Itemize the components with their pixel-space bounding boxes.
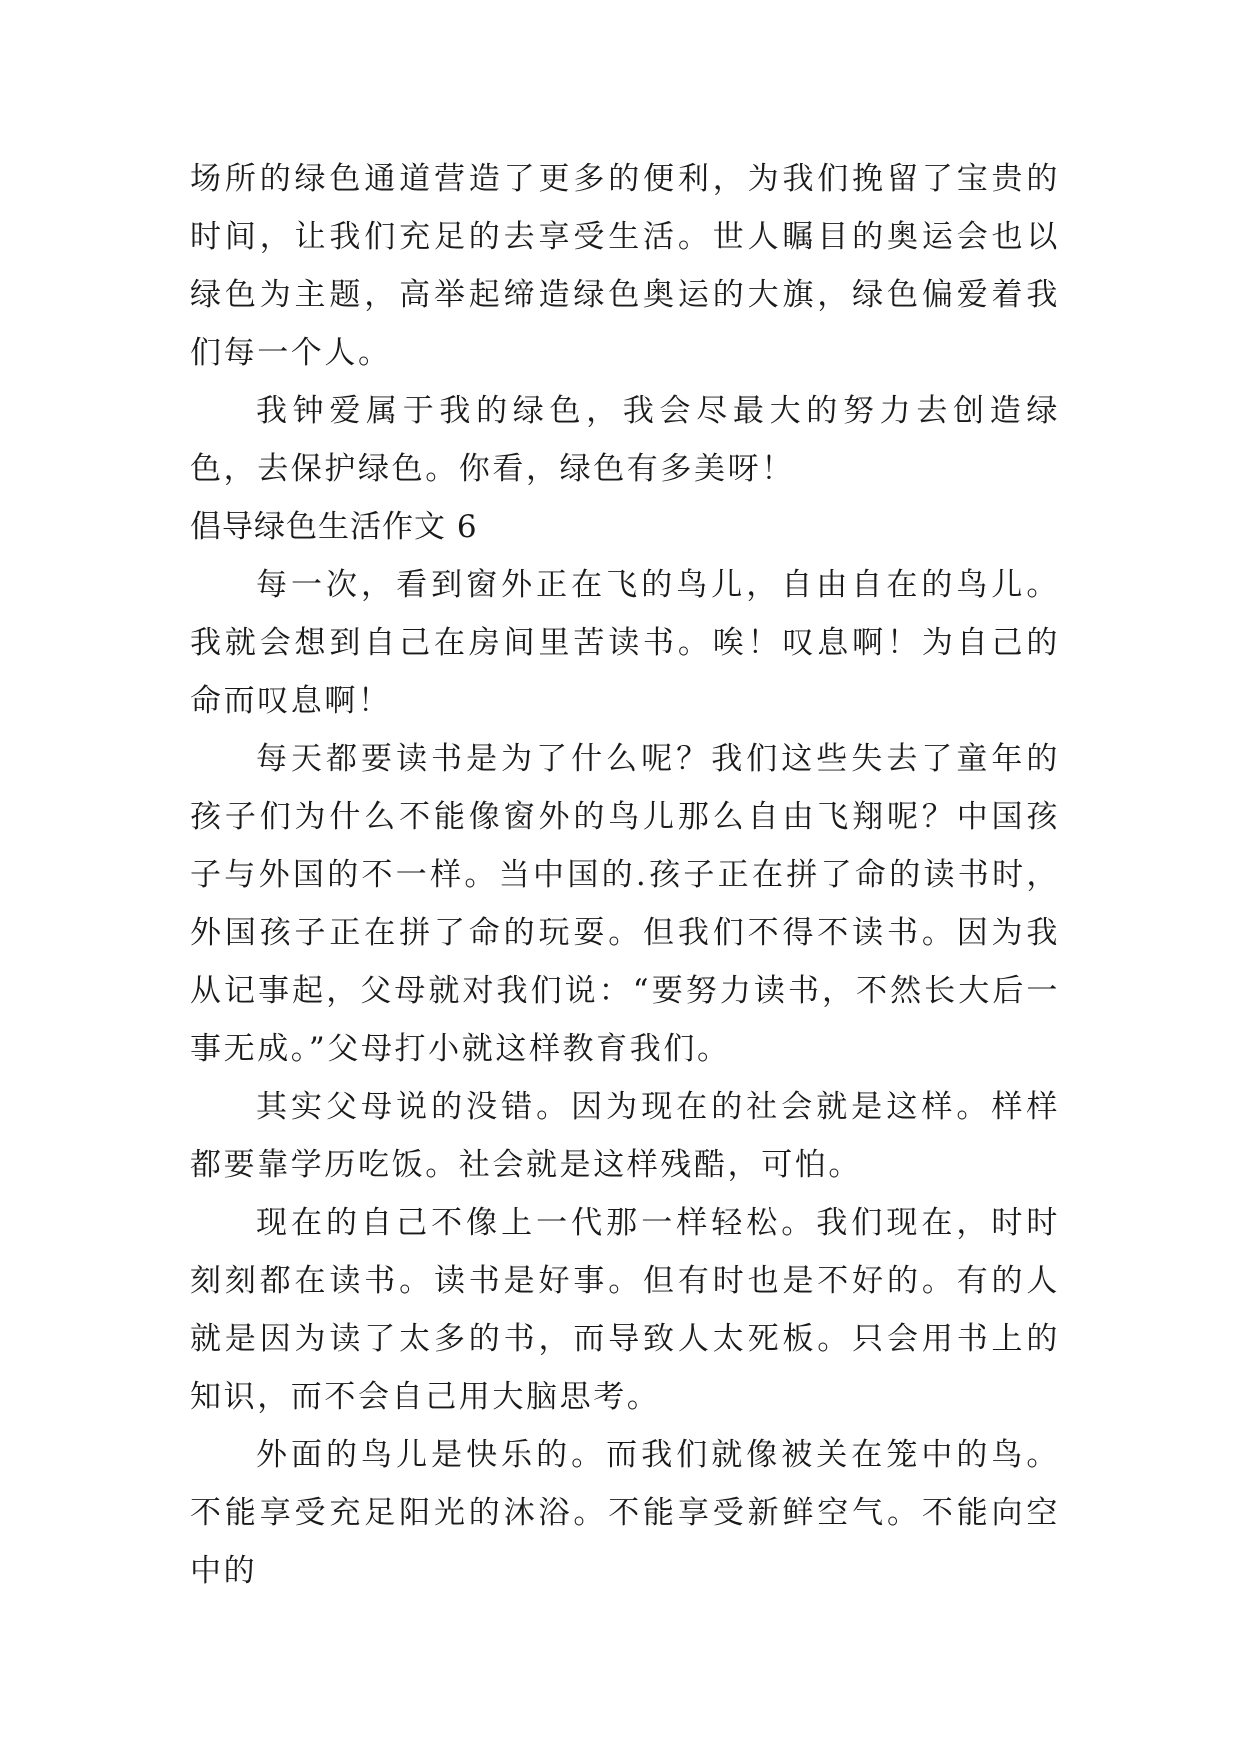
- document-body: [190, 150, 1060, 1600]
- paragraph: 外面的鸟儿是快乐的。而我们就像被关在笼中的鸟。不能享受充足阳光的沐浴。不能享受新鲜空气。不能向空中的: [190, 1437, 1060, 1589]
- paragraph: 场所的绿色通道营造了更多的便利，为我们挽留了宝贵的时间，让我们充足的去享受生活。世人瞩目的奥运会也以绿色为主题，高举起缔造绿色奥运的大旗，绿色偏爱着我们每一个人。: [190, 161, 1060, 371]
- section-heading: 倡导绿色生活作文 6: [190, 509, 478, 545]
- paragraph: 我钟爱属于我的绿色，我会尽最大的努力去创造绿色，去保护绿色。你看，绿色有多美呀！: [190, 393, 1060, 487]
- paragraph: 每天都要读书是为了什么呢？我们这些失去了童年的孩子们为什么不能像窗外的鸟儿那么自由飞翔呢？中国孩子与外国的不一样。当中国的.孩子正在拼了命的读书时，外国孩子正在拼了命的玩耍。但我们不得不读书。因为我从记事起，父母就对我们说：“要努力读书，不然长大后一事无成。”父母打小就这样教育我们。: [190, 741, 1060, 1067]
- paragraph: 每一次，看到窗外正在飞的鸟儿，自由自在的鸟儿。我就会想到自己在房间里苦读书。唉！叹息啊！为自己的命而叹息啊！: [190, 567, 1060, 719]
- paragraph: 其实父母说的没错。因为现在的社会就是这样。样样都要靠学历吃饭。社会就是这样残酷，可怕。: [190, 1089, 1060, 1183]
- paragraph: 现在的自己不像上一代那一样轻松。我们现在，时时刻刻都在读书。读书是好事。但有时也是不好的。有的人就是因为读了太多的书，而导致人太死板。只会用书上的知识，而不会自己用大脑思考。: [190, 1205, 1060, 1415]
